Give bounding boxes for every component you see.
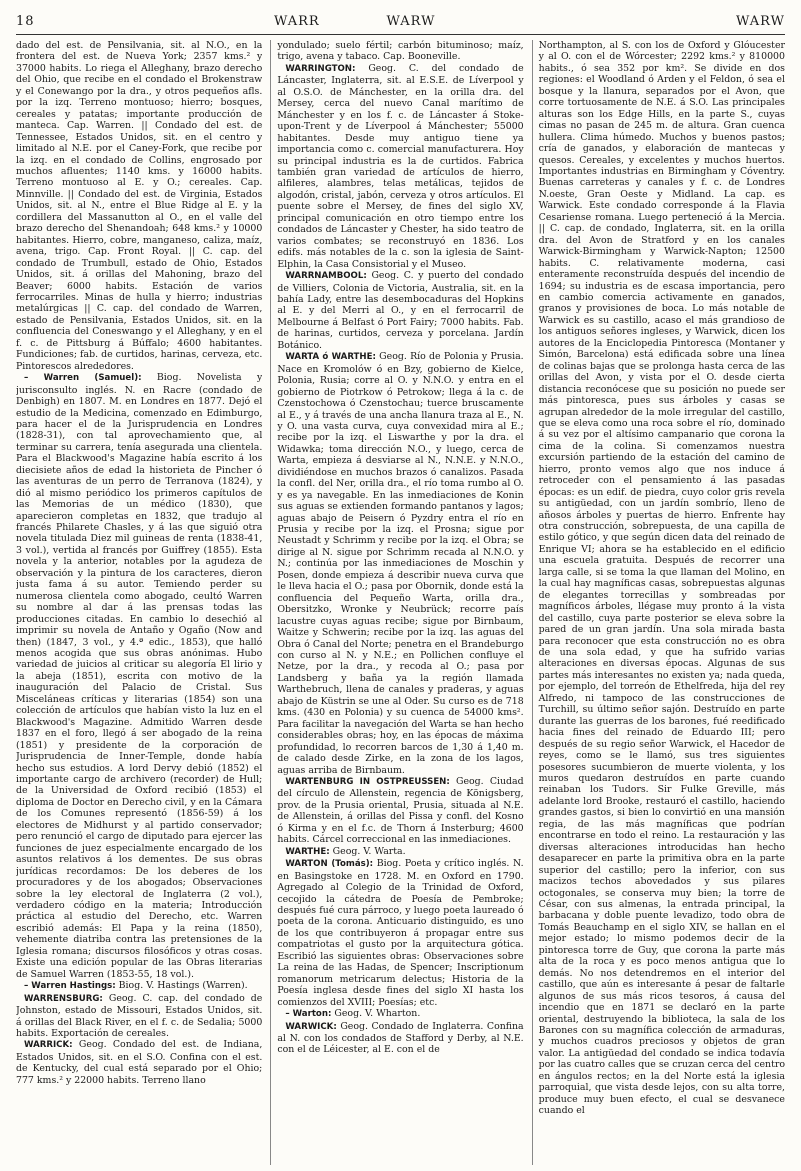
entry-headword: – Warren Hastings: — [24, 981, 116, 992]
entry-text: Geog. Condado del est. de Indiana, Estados Unidos, sit. en el S.O. Confina con el est. de Kentucky, del cual está separado por el Ohio; 777 kms.² y 22000 habits. Terreno llano — [16, 1039, 263, 1086]
entry-text: Geog. Condado de Inglaterra. Confina al N. con los condados de Stafford y Derby, al N.E. con el de Léicester, al E. con el de — [277, 1020, 524, 1056]
entry-text: Geog. Ciudad del círculo de Allenstein, regencia de Königsberg, prov. de la Prusia oriental, Prusia, situada al N.E. de Allenstein, á orillas del Pissa y confl. del Kosno ó Kirma y en el f.c. de Thorn á Insterburg; 4600 habits. Cárcel correccional en las inmediaciones. — [277, 776, 524, 846]
entry-text: dado del est. de Pensilvania, sit. al N.O., en la frontera del est. de Nueva York; 2357 kms.² y 37000 habits. Lo riega el Alleghany, brazo derecho del Ohio, que recibe en el condado el Brokenstraw y el Conewango por la dra., y otros pequeños afls. por la izq. Terreno montuoso; hierro; bosques, cereales y patatas; importante producción de manteca. Cap. Warren. || Condado del est. de Tennessee, Estados Unidos, sit. en el centro y limitado al N.E. por el Caney-Fork, que recibe por la izq. en el condado de Collins, engrosado por muchos afluentes; 1140 kms. y 16000 habits. Terreno montuoso al E. y O.; cereales. Cap. Minnville. || Condado del est. de Virginia, Estados Unidos, sit. al N., entre el Blue Ridge al E. y la cordillera del Massanutton al O., en el valle del brazo derecho del Shenandoah; 648 kms.² y 10000 habitantes. Hierro, cobre, manganeso, caliza, maíz, avena, trigo. Cap. Front Royal. || C. cap. del condado de Trumbull, estado de Ohio, Estados Unidos, sit. á orillas del Mahoning, brazo del Beaver; 6000 habits. Estación de varios ferrocarriles. Minas de hulla y hierro; industrias metalúrgicas || C. cap. del condado de Warren, estado de Pensilvania, Estados Unidos, sit. en la confluencia del Coneswango y el Alleghany, y en el f. c. de Pittsburg á Búffalo; 4600 habitantes. Fundiciones; fab. de curtidos, harinas, cerveza, etc. Pintorescos alrededores. — [16, 40, 263, 372]
entry-text: Geog. V. Wharton. — [334, 1008, 421, 1020]
running-head-center: WARW — [386, 14, 436, 29]
entry-text: Northampton, al S. con los de Oxford y Glóucester y al O. con el de Wórcester; 2292 kms.² y 810000 habits., ó sea 352 por km². Se divide en dos regiones: el Woodland ó Arden y el Feldon, ó sea el bosque y la llanura, separados por el Avon, que corre tortuosamente de N.E. á S.O. Las principales alturas son los Edge Hills, en la parte S., cuyas cimas no pasan de 245 m. de altura. Gran cuenca hullera. Clima húmedo. Muchos y buenos pastos; cría de ganados, y elaboración de mantecas y quesos. Cereales, y excelentes y muchos huertos. Importantes industrias en Birmingham y Cóventry. Buenas carreteras y canales y f. c. de Londres N.oeste, Gran Oeste y Midland. La cap. es Warwick. Este condado corresponde á la Flavia Cesariense romana. Luego perteneció á la Mercia. || C. cap. de condado, Inglaterra, sit. en la orilla dra. del Avon de Stratford y en los canales Warwick-Birmingham y Warwick-Napton; 12500 habits. C. relativamente moderna, casi enteramente reconstruída después del incendio de 1694; su industria es de escasa importancia, pero en cambio comercia activamente en ganados, granos y provisiones de boca. Lo más notable de Warwick es su castillo, acaso el más grandioso de los antiguos señores ingleses, y Warwick, dicen los autores de la Enciclopedia Pintoresca (Montaner y Simón, Barcelona) está edificada sobre una línea de colinas bajas que se prolonga hasta cerca de las orillas del Avon, y vista por el O. desde cierta distancia reconócese que su posición no puede ser más pintoresca, pues sus árboles y casas se agrupan alrededor de la mole irregular del castillo, que se eleva como una roca sobre el río, dominado á su vez por el altísimo campanario que corona la cima de la colina. Si comenzamos nuestra excursión partiendo de la estación del camino de hierro, pronto vemos algo que nos induce á retroceder con el pensamiento á las pasadas épocas: es un edif. de piedra, cuyo color gris revela su antigüedad, con un jardín sombrío, lleno de añosos árboles y puertas de hierro. Enfrente hay otra construcción, sobrepuesta, de una capilla de estilo gótico, y que según dicen data del reinado de Enrique VI; ahora se ha establecido en el edificio una escuela gratuita. Después de recorrer una larga calle, si se toma la que llaman del Molino, en la cual hay magníficas casas, sobrepuestas algunas de elegantes torrecillas y sombreadas por magníficos árboles, llégase muy pronto á la vista del castillo, cuya parte posterior se eleva sobre la pared de un gran jardín. Una sola mirada basta para reconocer que esta construcción no es obra de una sola edad, y que ha sufrido varias alteraciones en diversas épocas. Algunas de sus partes más interesantes no existen ya; nada queda, por ejemplo, del torreón de Ethelfreda, hija del rey Alfredo, ni tampoco de las construcciones de Turchill, su último señor sajón. Destruído en parte durante las guerras de los barones, fué reedificado hacia fines del reinado de Eduardo III; pero después de su regio señor Warwick, el Hacedor de reyes, como se le llamó, sus tres siguientes posesores sucumbieron de muerte violenta, y los muros quedaron destruídos en parte cuando reinaban los Tudors. Sir Fulke Greville, más adelante lord Brooke, restauró el castillo, haciendo grandes gastos, si bien lo convirtió en una mansión regia, de las más magníficas que podrían encontrarse en todo el reino. La restauración y las diversas alteraciones introducidas han hecho desaparecer en parte la primitiva obra en la parte superior del castillo; pero la inferior, con sus macizos techos abovedados y sus pilares octogonales, se conserva muy bien; la torre de César, con sus almenas, la entrada principal, la barbacana y doble puente levadizo, todo obra de Tomás Beauchamp en el siglo XIV, se hallan en el mejor estado; lo mismo podemos decir de la pintoresca torre de Guy, que corona la parte más alta de la roca y es poco menos antigua que lo demás. No nos detendremos en el interior del castillo, que aún es interesante á pesar de faltarle algunos de sus más ricos tesoros, á causa del incendio que en 1871 se declaró en la parte oriental, destruyendo la biblioteca, la sala de los Barones con su magnífica colección de armaduras, y muchos cuadros preciosos y objetos de gran valor. La antigüedad del condado se indica todavía por las cuatro calles que se cruzan cerca del centro en ángulos rectos; en la del Norte está la iglesia parroquial, que vista desde lejos, con su alta torre, produce muy buen efecto, el cual se desvanece cuando el — [538, 40, 785, 1117]
entry-headword: WARWICK: — [285, 1021, 337, 1032]
entry-text: Geog. C. del condado de Láncaster, Inglaterra, sit. al E.S.E. de Líverpool y al O.S.O. de Mánchester, en la orilla dra. del Mersey, cerca del nuevo Canal marítimo de Mánchester y en los f. c. de Láncaster á Stoke-upon-Trent y de Líverpool á Mánchester; 55000 habitantes. Desde muy antiguo tiene ya importancia como c. comercial manufacturera. Hoy su principal industria es la de curtidos. Fabrica también gran variedad de artículos de hierro, alfileres, alambres, telas metálicas, tejidos de algodón, cristal, jabón, cerveza y otros artículos. El puente sobre el Mersey, de fines del siglo XV, principal comunicación en otro tiempo entre los condados de Láncaster y Chester, ha sido teatro de varios combates; se reconstruyó en 1836. Los edifs. más notables de la c. son la iglesia de Saint-Elphin, la Casa Consistorial y el Museo. — [277, 62, 524, 270]
dictionary-entry — [277, 270, 523, 351]
dictionary-entry — [277, 1021, 523, 1056]
entry-text: Geog. C. cap. del condado de Johnston, estado de Missouri, Estados Unidos, sit. á orillas del Black River, en el f. c. de Sedalia; 5000 habits. Exportación de cereales. — [16, 992, 263, 1039]
entry-headword: WARTON (Tomás): — [285, 859, 374, 870]
dictionary-entry — [16, 993, 262, 1040]
entry-headword: – Warren (Samuel): — [24, 373, 142, 384]
entry-text: Geog. Río de Polonia y Prusia. Nace en Kromolów ó en Bzy, gobierno de Kielce, Polonia, Rusia; corre al O. y N.N.O. y entra en el gobierno de Piotrkow ó Petrokow; llega á la c. de Czenstochowa ó Czenstochau; tuerce bruscamente al E., y á través de una ancha llanura traza al E., N. y O. una vasta curva, cuya convexidad mira al E.; recibe por la izq. el Liswarthe y por la dra. el Widawka; toma dirección N.O., y luego, cerca de Warta, empieza á desviarse al N., N.N.E. y N.N.O., dividiéndose en muchos brazos ó canalizos. Pasada la confl. del Ner, orilla dra., el río toma rumbo al O. y es ya navegable. En las inmediaciones de Konin sus aguas se extienden formando pantanos y lagos; aguas abajo de Peisern ó Pyzdry entra el río en Prusia y recibe por la izq. el Prosna; sigue por Neustadt y Schrimm y recibe por la izq. el Obra; se dirige al N. sigue por Schrimm recada al N.N.O. y N.; continúa por las inmediaciones de Moschin y Posen, donde empieza á describir nueva curva que le lleva hacia el O.; pasa por Obornik, donde está la confluencia del Pequeño Warta, orilla dra., Obersitzko, Wronke y Neubrück; recorre país lacustre cuyas aguas recibe; sigue por Birnbaum, Waitze y Schwerin; recibe por la izq. las aguas del Obra ó Canal del Norte; penetra en el Brandeburgo con curso al N. y N.E.; en Pollichen confluye el Netze, por la dra., y recoda al O.; pasa por Landsberg y baña ya la región llamada Warthebruch, llena de canales y praderas, y aguas abajo de Küstrin se une al Oder. Su curso es de 718 kms. (430 en Polonia) y su cuenca de 54000 kms². Para facilitar la navegación del Warta se han hecho considerables obras; hoy, en las épocas de máxima profundidad, lo recorren barcos de 1,30 á 1,40 m. de calado desde Zirke, en la zona de los lagos, aguas arriba de Birnbaum. — [277, 351, 524, 776]
running-header — [16, 14, 785, 32]
dictionary-entry — [277, 351, 523, 776]
column-right — [532, 40, 785, 1165]
entry-headword: – Warton: — [285, 1009, 332, 1020]
entry-text: Biog. V. Hastings (Warren). — [118, 980, 248, 992]
dictionary-entry — [277, 858, 523, 1008]
dictionary-entry — [277, 40, 523, 63]
dictionary-entry — [277, 846, 523, 858]
column-left — [16, 40, 262, 1165]
entry-headword: WARRNAMBOOL: — [285, 271, 367, 282]
entry-headword: WARTENBURG IN OSTPREUSSEN: — [285, 777, 450, 787]
running-head-right: WARW — [736, 14, 785, 29]
entry-text: yondulado; suelo fértil; carbón bituminoso; maíz, trigo, avena y tabaco. Cap. Booneville. — [277, 40, 524, 63]
entry-text: Geog. V. Warta. — [332, 845, 406, 857]
dictionary-entry — [277, 776, 523, 846]
dictionary-entry — [16, 980, 262, 992]
entry-headword: WARRENSBURG: — [24, 993, 103, 1004]
entry-headword: WARTHE: — [285, 846, 330, 857]
entry-text: Geog. C. y puerto del condado de Villiers, Colonia de Victoria, Australia, sit. en la bahía Lady, entre las desembocaduras del Hopkins al E. y del Merri al O., y en el ferrocarril de Melbourne á Belfast ó Port Fairy; 7000 habits. Fab. de harinas, curtidos, cerveza y porcelana. Jardín Botánico. — [277, 270, 524, 351]
dictionary-entry — [539, 40, 785, 1117]
running-head-left: WARR — [274, 14, 320, 29]
text-columns — [16, 40, 785, 1165]
entry-headword: WARRICK: — [24, 1040, 73, 1051]
entry-text: Biog. Novelista y jurisconsulto inglés. N. en Racre (condado de Denbigh) en 1807. M. en Londres en 1877. Dejó el estudio de la Medicina, comenzado en Edimburgo, para hacer el de la Jurisprudencia en Londres (1828-31), con tal aprovechamiento que, al terminar su carrera, tenía asegurada una clientela. Para el Blackwood's Magazine había escrito á los diecisiete años de edad la historieta de Pincher ó las aventuras de un perro de Terranova (1824), y dió al mismo periódico los primeros capítulos de las Memorias de un médico (1830), que aparecieron completas en 1832, que tradujo al francés Philarete Chasles, y á las que siguió otra novela titulada Diez mil guineas de renta (1838-41, 3 vol.), vertida al francés por Guiffrey (1855). Esta novela y la anterior, notables por la agudeza de observación y la pintura de los caracteres, dieron justa fama á su autor. Temiendo perder su numerosa clientela como abogado, ceultó Warren su nombre al dar á las prensas todas las producciones citadas. En cambio lo desechió al imprimir su novela de Antaño y Ogaño (Now and then) (1847, 3 vol., y 4.ª edic., 1853), que halló menos acogida que sus obras anónimas. Hubo variedad de juicios al criticar su alegoría El lirio y la abeja (1851), escrita con motivo de la inauguración del Palacio de Cristal. Sus Misceláneas críticas y literarias (1854) son una colección de artículos que habían visto la luz en el Blackwood's Magazine. Admitido Warren desde 1837 en el foro, llegó á ser abogado de la reina (1851) y presidente de la corporación de Jurisprudencia de Inner-Temple, donde había hecho sus estudios. A lord Dervy debió (1852) el importante cargo de archivero (recorder) de Hull; de la Universidad de Oxford recibió (1853) el diploma de Doctor en Derecho civil, y en la Cámara de los Comunes representó (1856-59) á los electores de Midhurst y al partido conservador; pero renunció el cargo de diputado para ejercer las funciones de juez especialmente encargado de los asuntos relativos á los dementes. De sus obras jurídicas recordamos: De los deberes de los procuradores y de los abogados; Observaciones sobre la ley electoral de Inglaterra (2 vol.), verdadero código en la materia; Introducción práctica al estudio del Derecho, etc. Warren escribió además: El Papa y la reina (1850), vehemente diatriba contra las pretensiones de la Iglesia romana; discursos filosóficos y otras cosas. Existe una edición popular de las Obras literarias de Samuel Warren (1853-55, 18 vol.). — [16, 372, 263, 980]
dictionary-entry — [16, 1039, 262, 1086]
dictionary-entry — [277, 63, 523, 270]
dictionary-entry — [16, 372, 262, 980]
dictionary-entry — [277, 1008, 523, 1020]
entry-headword: WARTA ó WARTHE: — [285, 352, 376, 363]
column-middle — [270, 40, 523, 1165]
header-rule — [16, 34, 785, 35]
page-number: 18 — [16, 14, 35, 29]
entry-text: Biog. Poeta y crítico inglés. N. en Basingstoke en 1728. M. en Oxford en 1790. Agregado al Colegio de la Trinidad de Oxford, cecojido la cátedra de Poesía de Pembroke; después fué cura párroco, y luego poeta laureado ó poeta de la corona. Anticuario distinguido, es uno de los que contribuyeron á propagar entre sus compatriotas el gusto por la arquitectura gótica. Escribió las siguientes obras: Observaciones sobre La reina de las Hadas, de Spencer; Inscriptionum romanorum metricarum delectus; Historia de la Poesía inglesa desde fines del siglo XI hasta los comienzos del XVIII; Poesías; etc. — [277, 858, 524, 1008]
entry-headword: WARRINGTON: — [285, 63, 356, 74]
dictionary-entry — [16, 40, 262, 372]
